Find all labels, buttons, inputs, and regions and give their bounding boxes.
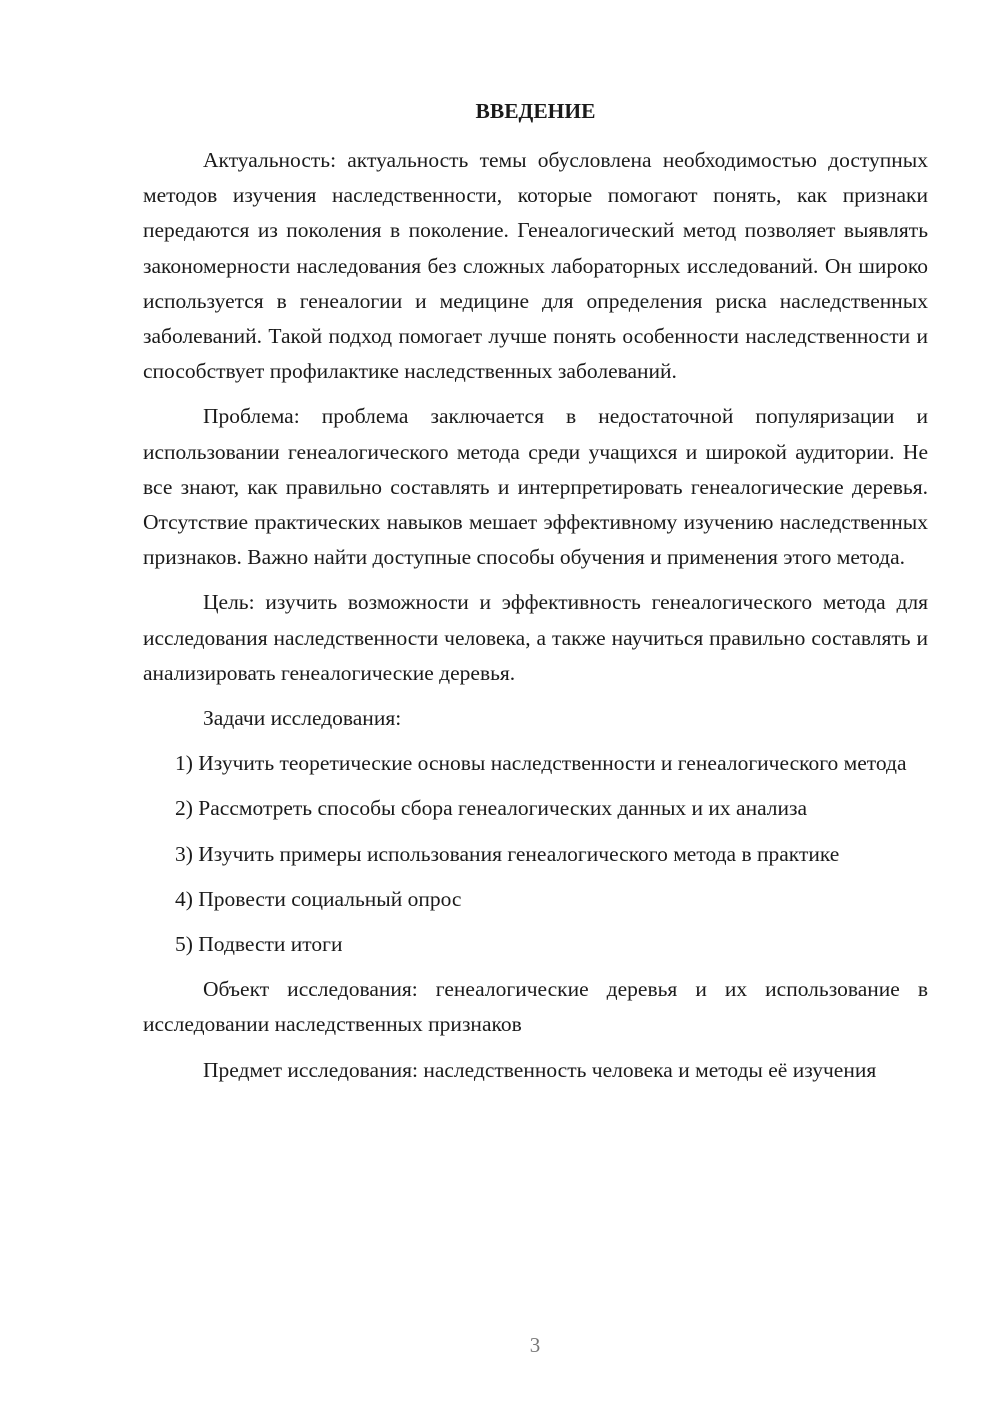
- goal-paragraph: Цель: изучить возможности и эффективность генеалогического метода для исследования наследственности человека, а также научиться правильно составлять и анализировать генеалогические деревья.: [143, 590, 928, 685]
- tasks-heading: Задачи исследования:: [203, 706, 402, 731]
- task-item-2: 2) Рассмотреть способы сбора генеалогических данных и их анализа: [175, 796, 808, 821]
- subject-paragraph: Предмет исследования: наследственность человека и методы её изучения: [203, 1057, 877, 1082]
- relevance-paragraph: Актуальность: актуальность темы обусловлена необходимостью доступных методов изучения наследственности, которые помогают понять, как признаки передаются из поколения в поколение. Генеалогический метод позволяет выявлять закономерности наследования без сложных лабораторных исследований. Он широко используется в генеалогии и медицине для определения риска наследственных заболеваний. Такой подход помогает лучше понять особенности наследственности и способствует профилактике наследственных заболеваний.: [143, 148, 928, 384]
- document-page: [143, 96, 928, 1098]
- task-item-4: 4) Провести социальный опрос: [175, 886, 462, 911]
- page-number: 3: [529, 1333, 541, 1357]
- section-title: ВВЕДЕНИЕ: [475, 99, 596, 123]
- task-item-5: 5) Подвести итоги: [175, 932, 343, 957]
- problem-paragraph: Проблема: проблема заключается в недостаточной популяризации и использовании генеалогического метода среди учащихся и широкой аудитории. Не все знают, как правильно составлять и интерпретировать генеалогические деревья. Отсутствие практических навыков мешает эффективному изучению наследственных признаков. Важно найти доступные способы обучения и применения этого метода.: [143, 404, 928, 570]
- task-item-3: 3) Изучить примеры использования генеалогического метода в практике: [175, 841, 840, 866]
- object-paragraph: Объект исследования: генеалогические деревья и их использование в исследовании наследственных признаков: [143, 977, 928, 1037]
- task-item-1: 1) Изучить теоретические основы наследственности и генеалогического метода: [175, 751, 907, 776]
